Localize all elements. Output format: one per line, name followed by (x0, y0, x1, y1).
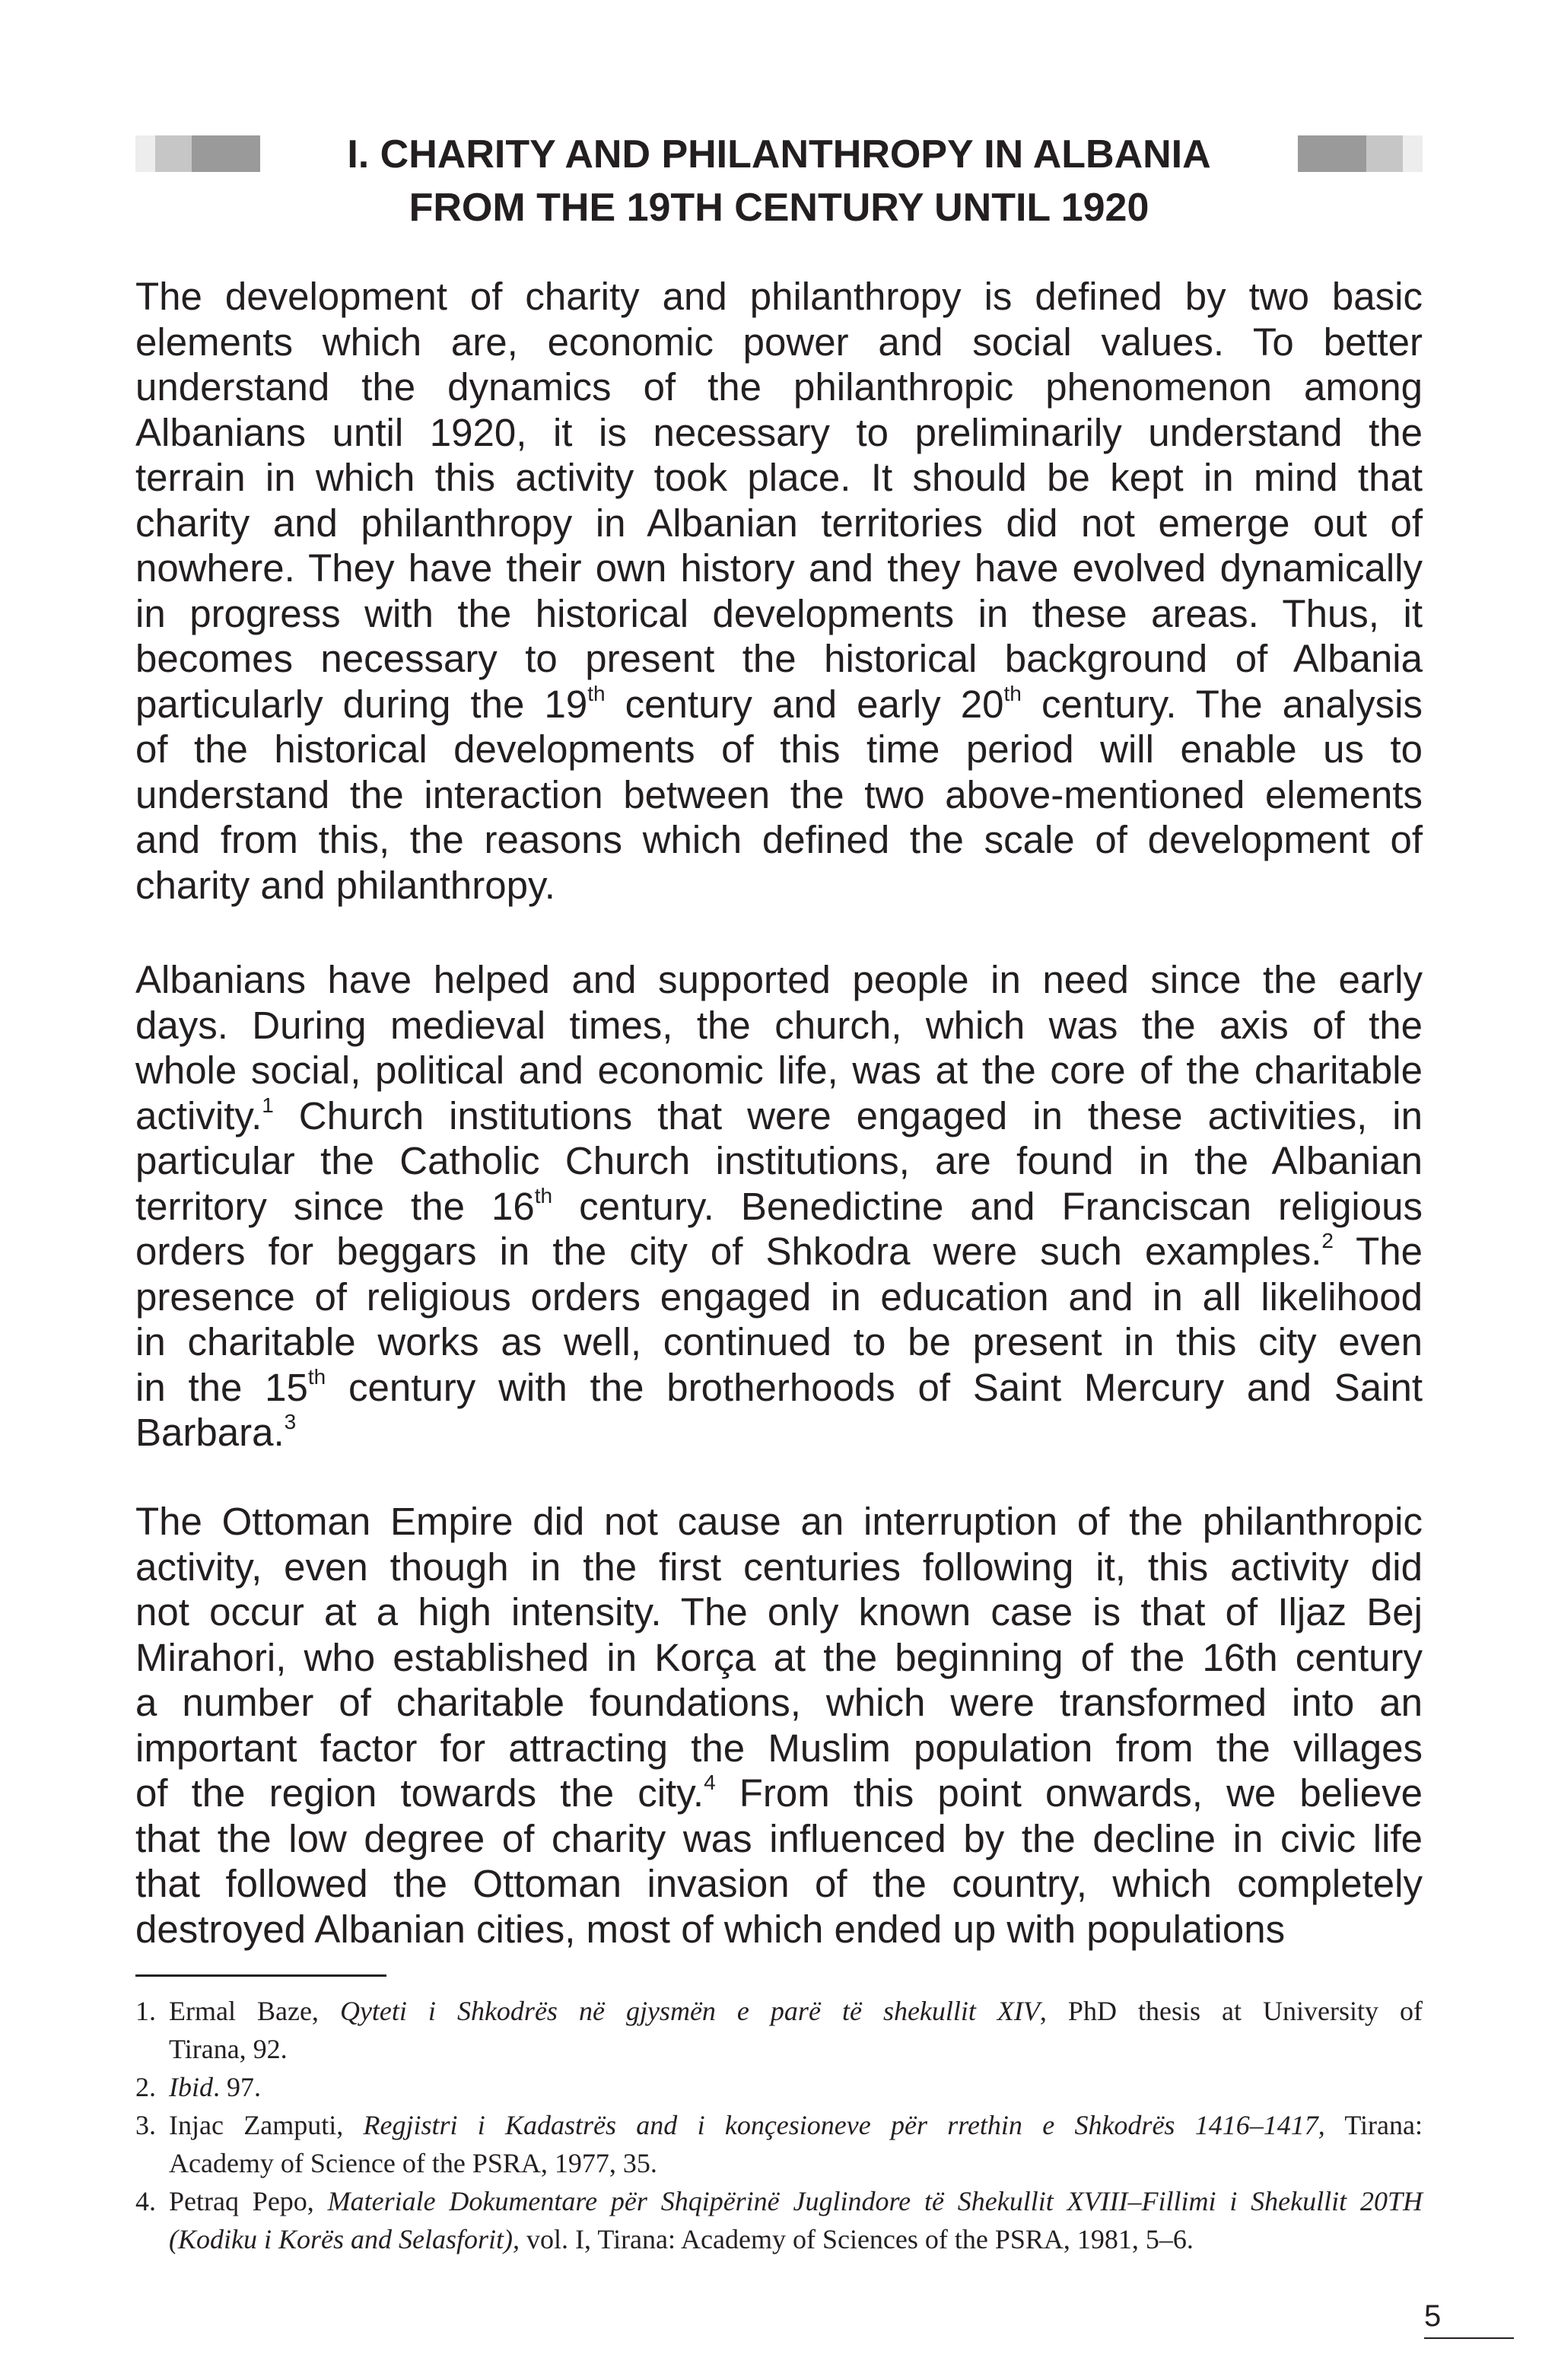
text-line: charity and philanthropy. (135, 863, 555, 907)
superscript: 3 (284, 1410, 297, 1433)
superscript: th (534, 1183, 553, 1208)
text-line (135, 682, 1423, 727)
text-line (135, 1184, 1423, 1230)
footnote-1 (135, 1992, 1423, 2068)
text-line (135, 1771, 1423, 1816)
footnote-line (169, 1992, 1423, 2030)
page-number: 5 (1424, 2299, 1442, 2333)
footnote-separator (135, 1974, 386, 1977)
text-line: understand the dynamics of the philanthropic phenomenon among (135, 365, 1423, 409)
text-line: not occur at a high intensity. The only known case is that of Iljaz Bej (135, 1590, 1423, 1634)
footnote-italic-title: Qyteti i Shkodrës në gjysmën e parë të shekullit XIV (339, 1996, 1040, 2026)
text-line: presence of religious orders engaged in education and in all likelihood (135, 1274, 1423, 1319)
body-paragraph-3 (135, 1499, 1423, 1952)
text-line (135, 1093, 1423, 1139)
text-line: The Ottoman Empire did not cause an interruption of the philanthropic (135, 1500, 1423, 1543)
text-line: that followed the Ottoman invasion of the country, which completely (135, 1862, 1423, 1905)
text-run: century and early 20 (605, 682, 1004, 726)
text-line: elements which are, economic power and social values. To better (135, 320, 1423, 364)
text-line: Albanians have helped and supported people in need since the early (135, 958, 1423, 1001)
text-line: destroyed Albanian cities, most of which ended up with populations (135, 1907, 1286, 1951)
text-line: understand the interaction between the two above-mentioned elements (135, 772, 1423, 816)
text-line: whole social, political and economic life, was at the core of the charitable (135, 1048, 1423, 1092)
text-line (135, 1365, 1423, 1411)
footnote-text: Tirana, 92. (169, 2034, 288, 2064)
footnote-number: 4. (135, 2186, 156, 2216)
text-run: particularly during the 19 (135, 682, 588, 726)
footnote-line (169, 2144, 1423, 2182)
chapter-title-line-2: FROM THE 19TH CENTURY UNTIL 1920 (409, 186, 1149, 230)
text-line: and from this, the reasons which defined the scale of development of (135, 818, 1423, 861)
footnote-number: 2. (135, 2072, 156, 2102)
text-line: important factor for attracting the Muslim population from the villages (135, 1726, 1423, 1770)
footnotes-section (135, 1992, 1423, 2258)
text-line: Mirahori, who established in Korça at the beginning of the 16th century (135, 1635, 1423, 1679)
footnote-number: 1. (135, 1996, 156, 2026)
footnote-italic-title: Materiale Dokumentare për Shqipërinë Juglindore të Shekullit XVIII–Fillimi i Shekullit 20TH (327, 2186, 1423, 2216)
text-line: The development of charity and philanthropy is defined by two basic (135, 275, 1423, 318)
text-line: terrain in which this activity took place. It should be kept in mind that (135, 456, 1423, 499)
text-run: century. The analysis (1021, 682, 1423, 726)
body-paragraph-2 (135, 957, 1423, 1456)
text-run: The (1333, 1230, 1423, 1273)
text-line: in charitable works as well, continued to be present in this city even (135, 1320, 1423, 1363)
text-run: Church institutions that were engaged in these activities, in (273, 1093, 1423, 1138)
superscript: th (307, 1364, 326, 1389)
text-line: particular the Catholic Church institutions, are found in the Albanian (135, 1139, 1423, 1182)
footnote-text: . 97. (213, 2072, 261, 2102)
text-run: century with the brotherhoods of Saint Mercury and Saint (326, 1365, 1423, 1409)
text-line: Albanians until 1920, it is necessary to preliminarily understand the (135, 410, 1423, 454)
footnote-line (169, 2106, 1423, 2144)
text-run: Barbara. (135, 1411, 285, 1454)
footnote-text: Petraq Pepo, (169, 2186, 328, 2216)
text-run: of the region towards the city. (135, 1771, 704, 1815)
footnote-2 (135, 2068, 1423, 2106)
footnote-line (169, 2182, 1423, 2220)
text-run: orders for beggars in the city of Shkodra were such examples. (135, 1230, 1322, 1273)
text-line: a number of charitable foundations, which were transformed into an (135, 1681, 1423, 1724)
text-line: in progress with the historical developments in these areas. Thus, it (135, 591, 1423, 635)
text-line: that the low degree of charity was influenced by the decline in civic life (135, 1816, 1423, 1860)
superscript: 4 (704, 1771, 716, 1794)
footnote-italic-title: Regjistri i Kadastrës and i konçesioneve për rrethin e Shkodrës 1416–1417, (363, 2110, 1325, 2140)
text-line: nowhere. They have their own history and they have evolved dynamically (135, 546, 1423, 590)
body-paragraph-1 (135, 274, 1423, 908)
superscript: th (1003, 681, 1022, 705)
superscript: 2 (1321, 1229, 1334, 1252)
text-line: becomes necessary to present the historical background of Albania (135, 637, 1423, 680)
text-line: charity and philanthropy in Albanian territories did not emerge out of (135, 501, 1423, 545)
footnote-text: Academy of Science of the PSRA, 1977, 35. (169, 2148, 657, 2178)
footnote-line (169, 2068, 1423, 2106)
text-run: activity. (135, 1093, 262, 1138)
text-run: territory since the 16 (135, 1184, 535, 1228)
footnote-line (169, 2220, 1423, 2258)
page-number-rule (1424, 2337, 1514, 2339)
footnote-text: , PhD thesis at University of (1039, 1996, 1423, 2026)
chapter-title-line-1: I. CHARITY AND PHILANTHROPY IN ALBANIA (347, 132, 1211, 177)
footnote-text: Tirana: (1324, 2110, 1423, 2140)
superscript: 1 (262, 1093, 274, 1117)
text-line (135, 1229, 1423, 1274)
text-line (135, 1410, 1423, 1456)
footnote-italic-title: (Kodiku i Korës and Selasforit), (169, 2224, 520, 2254)
text-line: activity, even though in the first centuries following it, this activity did (135, 1545, 1423, 1589)
footnote-text: vol. I, Tirana: Academy of Sciences of the PSRA, 1981, 5–6. (520, 2224, 1194, 2254)
text-run: From this point onwards, we believe (715, 1771, 1423, 1815)
footnote-text: Ermal Baze, (169, 1996, 340, 2026)
footnote-4 (135, 2182, 1423, 2258)
footnote-3 (135, 2106, 1423, 2182)
text-line: days. During medieval times, the church, which was the axis of the (135, 1003, 1423, 1047)
text-line: of the historical developments of this time period will enable us to (135, 727, 1423, 771)
footnote-number: 3. (135, 2110, 156, 2140)
text-run: in the 15 (135, 1365, 308, 1409)
footnote-text: Injac Zamputi, (169, 2110, 364, 2140)
footnote-italic-title: Ibid (169, 2072, 213, 2102)
footnote-line (169, 2030, 1423, 2068)
superscript: th (587, 681, 606, 705)
text-run: century. Benedictine and Franciscan religious (552, 1184, 1423, 1228)
